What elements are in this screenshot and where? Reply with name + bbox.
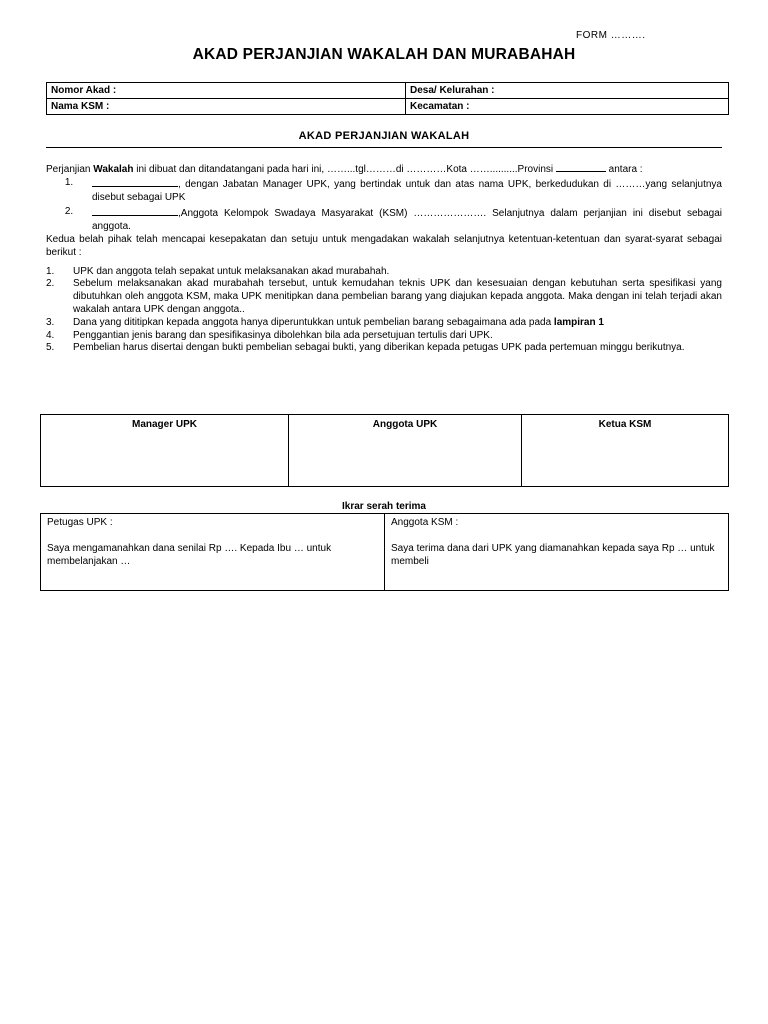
desa-kelurahan-field: Desa/ Kelurahan : xyxy=(406,83,729,99)
agreement-paragraph: Kedua belah pihak telah mencapai kesepakatan dan setuju untuk mengadakan wakalah selanjutnya ketentuan-ketentuan dan syarat-syarat sebagai berikut : xyxy=(46,233,722,258)
party-number: 1. xyxy=(64,176,74,188)
term-number: 2. xyxy=(46,278,55,290)
term-number: 3. xyxy=(46,316,55,328)
intro-bold: Wakalah xyxy=(93,164,134,175)
section-divider xyxy=(46,147,722,148)
list-item xyxy=(46,330,722,343)
party-text: , dengan Jabatan Manager UPK, yang bertindak untuk dan atas nama UPK, berkedudukan di ………yang selanjutnya disebut sebagai UPK xyxy=(92,178,722,203)
name-blank xyxy=(92,206,178,216)
section-title: AKAD PERJANJIAN WAKALAH xyxy=(298,130,470,142)
term-number: 1. xyxy=(46,265,55,277)
intro-mid: ini dibuat dan ditandatangani pada hari ini, ……...tgl………di …………Kota ……..........Provinsi xyxy=(133,164,556,175)
signature-manager-upk: Manager UPK xyxy=(41,415,289,487)
kecamatan-field: Kecamatan : xyxy=(406,99,729,115)
ikrar-anggota-cell xyxy=(385,514,729,591)
list-item xyxy=(46,278,722,316)
term-number: 4. xyxy=(46,329,55,341)
ikrar-title: Ikrar serah terima xyxy=(342,501,426,512)
document-title: AKAD PERJANJIAN WAKALAH DAN MURABAHAH xyxy=(192,46,576,63)
nomor-akad-field: Nomor Akad : xyxy=(47,83,406,99)
intro-pre: Perjanjian xyxy=(46,164,94,175)
signature-anggota-upk: Anggota UPK xyxy=(289,415,522,487)
term-text: Dana yang dititipkan kepada anggota hanya diperuntukkan untuk pembelian barang sebagaimana ada pada xyxy=(73,316,554,328)
term-number: 5. xyxy=(46,342,55,354)
signature-ketua-ksm: Ketua KSM xyxy=(522,415,729,487)
ikrar-petugas-cell xyxy=(41,514,385,591)
term-text: UPK dan anggota telah sepakat untuk melaksanakan akad murabahah. xyxy=(73,265,390,277)
term-text: Pembelian harus disertai dengan bukti pembelian sebagai bukti, yang diberikan kepada petugas UPK pada pertemuan minggu berikutnya. xyxy=(73,342,685,354)
nama-ksm-field: Nama KSM : xyxy=(47,99,406,115)
anggota-label: Anggota KSM : xyxy=(391,517,459,528)
term-bold: lampiran 1 xyxy=(553,316,604,328)
list-item xyxy=(46,317,722,330)
party-number: 2. xyxy=(64,206,74,218)
form-number: FORM ………. xyxy=(576,30,646,41)
term-text: Sebelum melaksanakan akad murabahah tersebut, untuk kemudahan teknis UPK dan kesesuaian dengan kebutuhan serta spesifikasi yang dibutuhkan oleh anggota KSM, maka UPK menitipkan dana pembelian barang yang diajukan kepada anggota. Maka dengan ini telah terjadi akan wakalah antara UPK dengan anggota.. xyxy=(73,278,722,315)
intro-post: antara : xyxy=(605,164,643,175)
terms-list xyxy=(46,266,722,356)
provinsi-blank xyxy=(556,162,606,172)
list-item xyxy=(46,342,722,355)
party-text: ,Anggota Kelompok Swadaya Masyarakat (KSM) …………………. Selanjutnya dalam perjanjian ini disebut sebagai anggota. xyxy=(92,208,722,233)
list-item xyxy=(46,266,722,279)
signature-table xyxy=(40,414,729,487)
name-blank xyxy=(92,177,178,187)
term-text: Penggantian jenis barang dan spesifikasinya dibolehkan bila ada persetujuan tertulis dari UPK. xyxy=(73,329,493,341)
intro-paragraph xyxy=(46,162,722,177)
anggota-text: Saya terima dana dari UPK yang diamanahkan kepada saya Rp … untuk membeli xyxy=(391,543,715,567)
ikrar-table xyxy=(40,513,729,591)
party-item xyxy=(46,206,722,234)
petugas-text: Saya mengamanahkan dana senilai Rp …. Kepada Ibu … untuk membelanjakan … xyxy=(47,543,332,567)
agreement-body xyxy=(46,162,722,355)
petugas-label: Petugas UPK : xyxy=(47,517,113,528)
party-item xyxy=(46,177,722,205)
header-info-table xyxy=(46,82,729,115)
